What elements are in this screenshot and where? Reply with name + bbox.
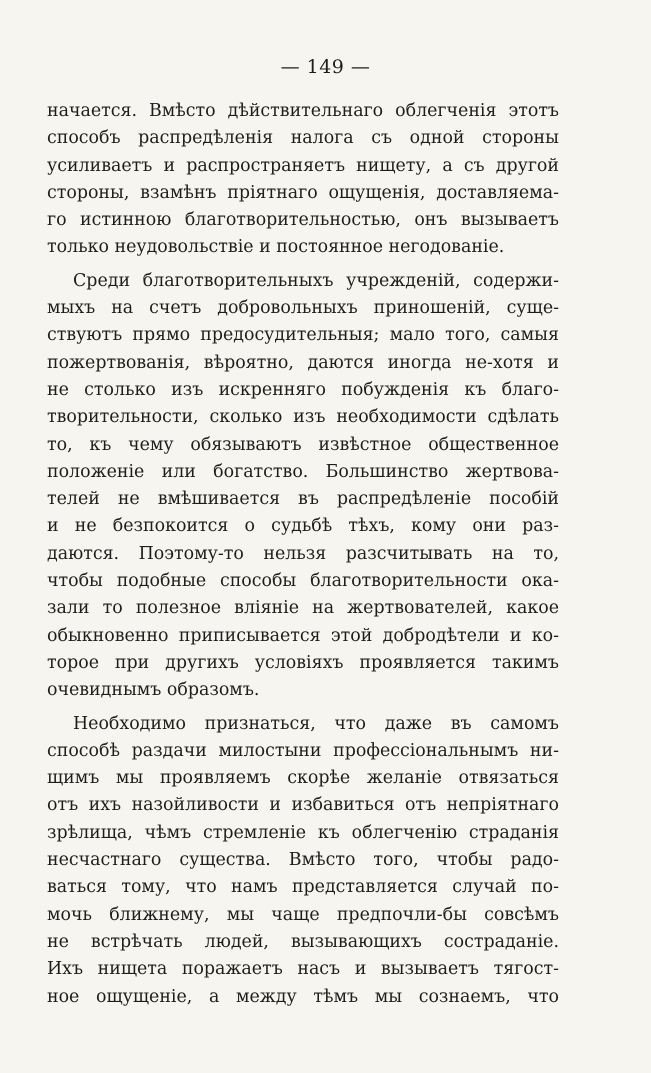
text-line: способѣ раздачи милостыни профессіональнымъ ни- [47,740,559,761]
text-line: щимъ мы проявляемъ скорѣе желаніе отвязаться [47,768,559,789]
text-line: начается. Вмѣсто дѣйствительнаго облегченія этотъ [47,101,559,121]
text-line: стороны, взамѣнъ пріятнаго ощущенія, доставляема- [47,182,559,203]
text-line: не встрѣчать людей, вызывающихъ состраданіе. [47,931,559,952]
text-line: телей не вмѣшивается въ распредѣленіе пособій [47,489,559,510]
text-line: чтобы подобные способы благотворительности ока- [47,571,559,592]
text-line: го истинною благотворительностью, онъ вызываетъ [47,210,559,231]
text-line: усиливаетъ и распространяетъ нищету, а съ другой [47,155,559,176]
paragraph [47,268,559,705]
text-line: Ихъ нищета поражаетъ насъ и вызываетъ тягост- [47,959,559,980]
text-line: отъ ихъ назойливости и избавиться отъ непріятнаго [47,795,559,816]
text-line: Среди благотворительныхъ учрежденій, содержи- [73,270,559,291]
text-line: торое при другихъ условіяхъ проявляется такимъ [47,652,559,673]
text-line: ваться тому, что намъ представляется случай по- [47,877,559,898]
text-line: пожертвованія, вѣроятно, даются иногда не-хотя и [47,352,559,373]
text-line: очевиднымъ образомъ. [47,680,260,701]
text-line: не столько изъ искренняго побужденія къ благо- [47,379,559,400]
text-line: способъ распредѣленія налога съ одной стороны [47,128,559,149]
text-line: творительности, сколько изъ необходимости сдѣлать [47,407,559,428]
text-line: то, къ чему обязываютъ извѣстное общественное [47,434,559,455]
text-line: положеніе или богатство. Большинство жертвова- [47,461,559,482]
text-line: мочь ближнему, мы чаще предпочли-бы совсѣмъ [47,904,559,925]
text-line: и не безпокоится о судьбѣ тѣхъ, кому они раз- [47,516,559,537]
text-line: мыхъ на счетъ добровольныхъ приношеній, суще- [47,298,559,319]
text-line: только неудовольствіе и постоянное негодованіе. [47,237,505,258]
text-line: зали то полезное вліяніе на жертвователей, какое [47,598,559,619]
text-line: зрѣлища, чѣмъ стремленіе къ облегченію страданія [47,822,559,843]
text-line: ное ощущеніе, а между тѣмъ мы сознаемъ, что [47,986,559,1007]
paragraph [47,711,559,1011]
paragraph [47,98,559,262]
text-line: даются. Поэтому-то нельзя разсчитывать на то, [47,543,559,564]
body-text [47,98,559,1011]
text-line: несчастнаго существа. Вмѣсто того, чтобы радо- [47,850,559,871]
text-line: обыкновенно приписывается этой добродѣтели и ко- [47,625,559,646]
text-line: Необходимо признаться, что даже въ самомъ [73,713,559,734]
page-number: — 149 — [280,56,371,78]
text-line: ствуютъ прямо предосудительныя; мало того, самыя [47,325,559,346]
